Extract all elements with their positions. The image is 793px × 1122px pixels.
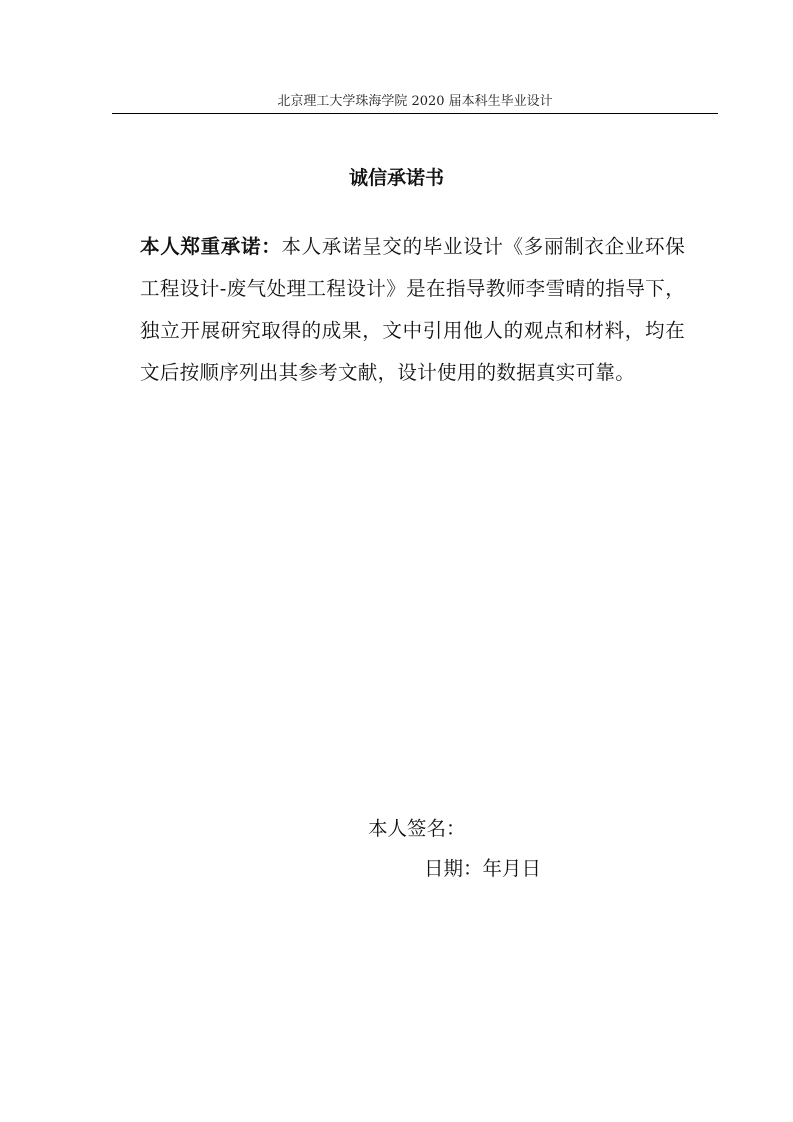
date-label: 日期：年月日 [424,857,542,880]
pledge-lead: 本人郑重承诺： [140,235,282,258]
document-title: 诚信承诺书 [348,167,444,189]
running-header: 北京理工大学珠海学院 2020 届本科生毕业设计 [277,94,553,109]
signature-label: 本人签名： [368,817,466,840]
pledge-paragraph [140,226,685,394]
pledge-body: 本人承诺呈交的毕业设计《多丽制衣企业环保工程设计-废气处理工程设计》是在指导教师李雪晴的指导下，独立开展研究取得的成果，文中引用他人的观点和材料，均在文后按顺序列出其参考文献，设计使用的数据真实可靠。 [140,235,685,384]
header-divider [112,113,718,114]
